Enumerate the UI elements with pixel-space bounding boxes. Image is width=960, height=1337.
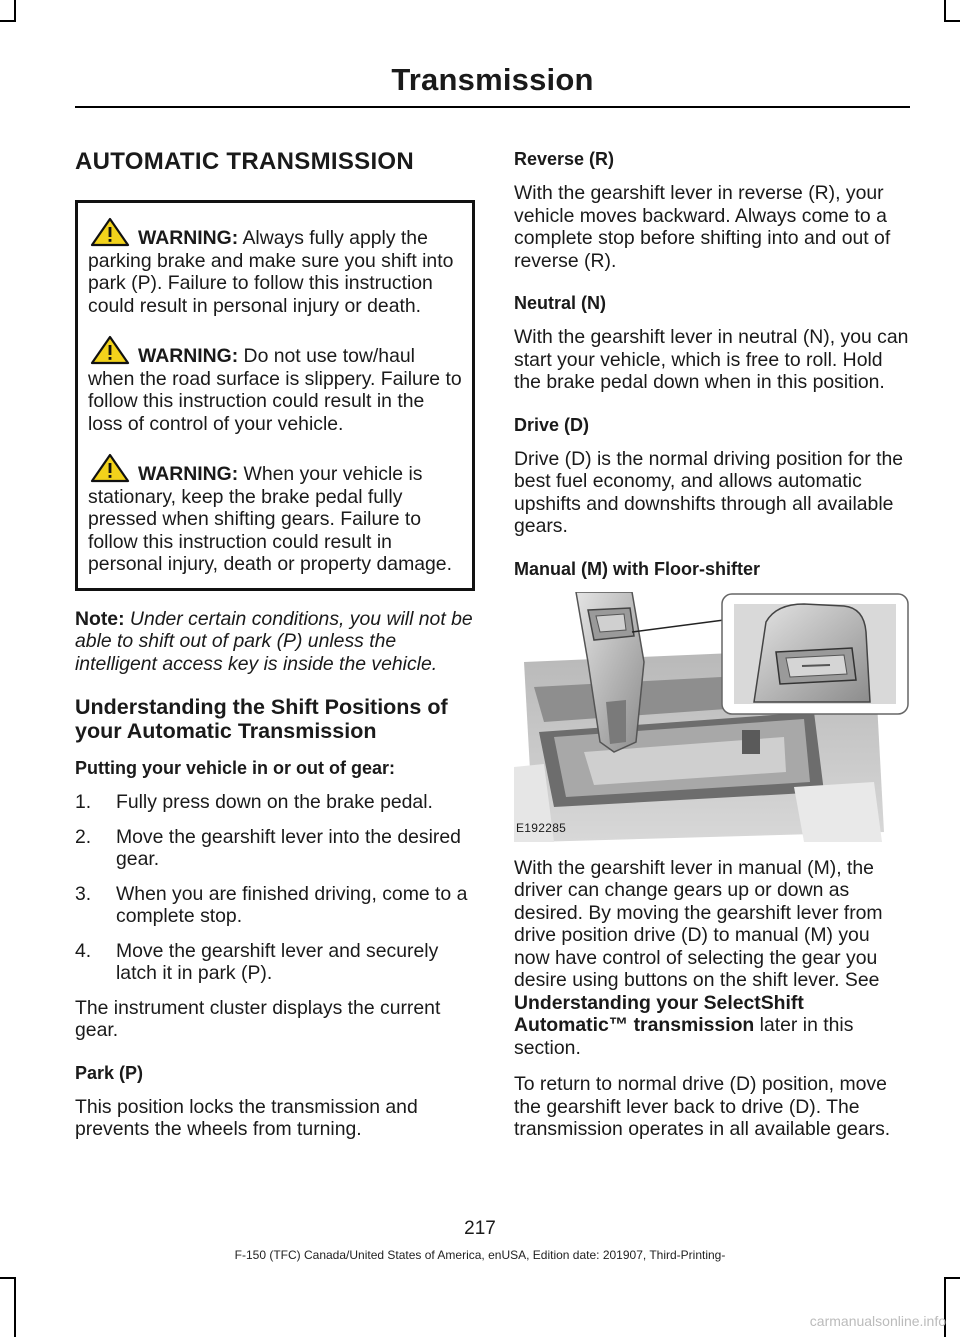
warning-3 <box>88 453 462 576</box>
note <box>75 608 475 676</box>
step-text: Move the gearshift lever and securely latch it in park (P). <box>116 939 439 984</box>
crop-mark <box>0 1277 16 1279</box>
cross-reference-link[interactable]: Understanding your SelectShift Automatic™ transmission <box>514 991 804 1036</box>
neutral-text: With the gearshift lever in neutral (N), you can start your vehicle, which is free to roll. Hold the brake pedal down when in this position. <box>514 326 909 393</box>
gearshift-figure <box>514 592 909 842</box>
step-text: Move the gearshift lever into the desired gear. <box>116 825 461 870</box>
drive-text: Drive (D) is the normal driving position for the best fuel economy, and allows automatic upshifts and downshifts through all available gears. <box>514 447 904 537</box>
figure-id: E192285 <box>516 821 567 835</box>
manual-text-part: With the gearshift lever in manual (M), the driver can change gears up or down as desired. By moving the gearshift lever from drive position drive (D) to manual (M) you now have control of selecting the gear you desire using buttons on the shift lever. See <box>514 856 883 991</box>
step-number: 4. <box>75 939 92 962</box>
park-title: Park (P) <box>75 1062 144 1083</box>
list-item <box>75 826 475 871</box>
warning-label: WARNING: <box>138 463 239 485</box>
steps-list <box>75 791 475 985</box>
crop-mark <box>944 20 960 22</box>
watermark: carmanualsonline.info <box>809 1313 946 1329</box>
warning-triangle-icon <box>90 217 130 247</box>
steps-title: Putting your vehicle in or out of gear: <box>75 758 396 778</box>
return-text: To return to normal drive (D) position, move the gearshift lever back to drive (D). The transmission operates in all available gears. <box>514 1073 891 1140</box>
park-text: This position locks the transmission and prevents the wheels from turning. <box>75 1095 418 1140</box>
crop-mark <box>14 0 16 22</box>
warning-triangle-icon <box>90 335 130 365</box>
gearshift-illustration <box>514 592 909 842</box>
note-text: Under certain conditions, you will not be able to shift out of park (P) unless the intelligent access key is inside the vehicle. <box>75 607 473 675</box>
crop-mark <box>14 1277 16 1337</box>
crop-mark <box>0 20 16 22</box>
crop-mark <box>944 1277 960 1279</box>
list-item <box>75 883 475 928</box>
step-number: 3. <box>75 882 92 905</box>
manual-title: Manual (M) with Floor-shifter <box>514 558 760 579</box>
header-rule <box>75 106 910 108</box>
reverse-text: With the gearshift lever in reverse (R), your vehicle moves backward. Always come to a complete stop before shifting into and out of reverse (R). <box>514 182 891 272</box>
section-title: AUTOMATIC TRANSMISSION <box>75 148 415 175</box>
warning-box <box>75 200 475 591</box>
warning-label: WARNING: <box>138 345 239 367</box>
warning-label: WARNING: <box>138 227 239 249</box>
neutral-title: Neutral (N) <box>514 293 607 313</box>
note-label: Note: <box>75 607 125 630</box>
warning-2 <box>88 335 462 435</box>
warning-1 <box>88 217 462 317</box>
manual-text-part: later in this section. <box>514 1014 854 1059</box>
list-item <box>75 791 475 814</box>
page-number: 217 <box>464 1218 496 1239</box>
warning-text: Always fully apply the parking brake and make sure you shift into park (P). Failure to follow this instruction could result in personal injury or death. <box>88 227 454 317</box>
list-item <box>75 940 475 985</box>
subsection-title: Understanding the Shift Positions of your Automatic Transmission <box>75 695 448 743</box>
manual-text <box>514 857 909 1060</box>
edition-line: F-150 (TFC) Canada/United States of America, enUSA, Edition date: 201907, Third-Printing- <box>234 1248 726 1262</box>
left-column <box>75 145 475 1155</box>
right-column <box>514 148 909 1155</box>
step-number: 2. <box>75 825 92 848</box>
warning-text: When your vehicle is stationary, keep the brake pedal fully pressed when shifting gears. Failure to follow this instruction could result in personal injury, death or property damage. <box>88 463 452 575</box>
reverse-title: Reverse (R) <box>514 149 615 169</box>
step-number: 1. <box>75 791 92 813</box>
warning-text: Do not use tow/haul when the road surface is slippery. Failure to follow this instruction could result in the loss of control of your vehicle. <box>88 345 462 435</box>
step-text: Fully press down on the brake pedal. <box>116 791 433 813</box>
page-header <box>75 62 910 98</box>
cluster-text: The instrument cluster displays the current gear. <box>75 996 441 1041</box>
warning-triangle-icon <box>90 453 130 483</box>
page-title: Transmission <box>391 62 594 97</box>
crop-mark <box>944 0 946 22</box>
step-text: When you are finished driving, come to a complete stop. <box>116 882 468 927</box>
drive-title: Drive (D) <box>514 414 590 435</box>
